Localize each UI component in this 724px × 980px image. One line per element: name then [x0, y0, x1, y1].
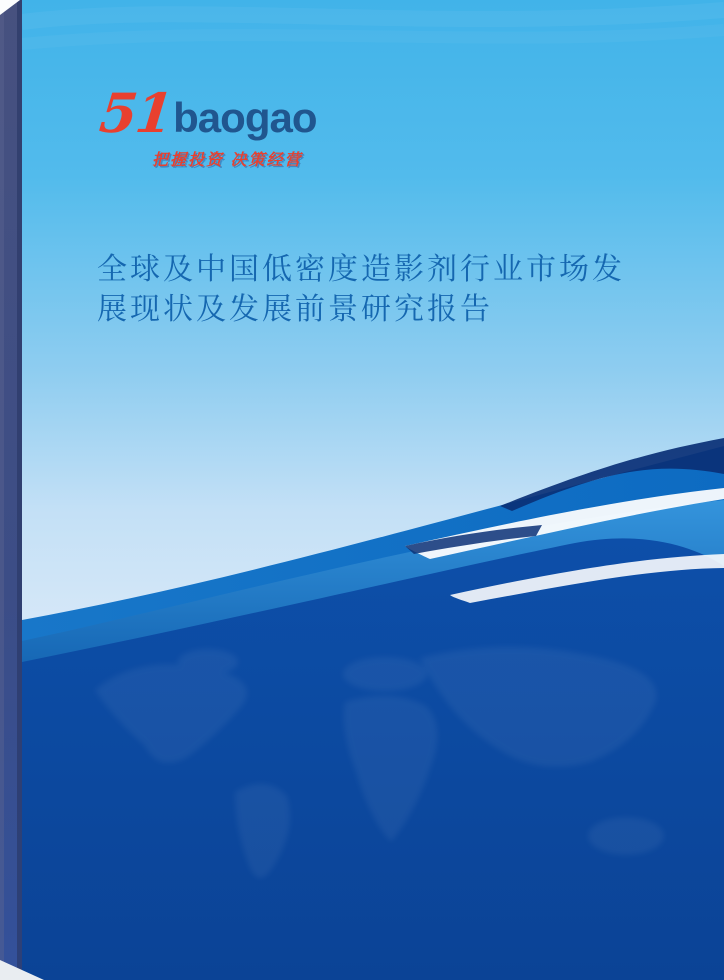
logo-tagline: 把握投资 决策经营	[152, 152, 303, 169]
logo-baogao-mark: baogao	[173, 94, 317, 141]
report-title-line1: 全球及中国低密度造影剂行业市场发	[97, 252, 625, 287]
report-title-line2: 展现状及发展前景研究报告	[97, 292, 493, 327]
book-spine	[0, 0, 22, 980]
logo-51-mark: 51	[96, 81, 175, 145]
brand-logo-wordmark	[96, 81, 317, 145]
report-title	[97, 250, 657, 330]
brand-logo	[96, 81, 317, 170]
